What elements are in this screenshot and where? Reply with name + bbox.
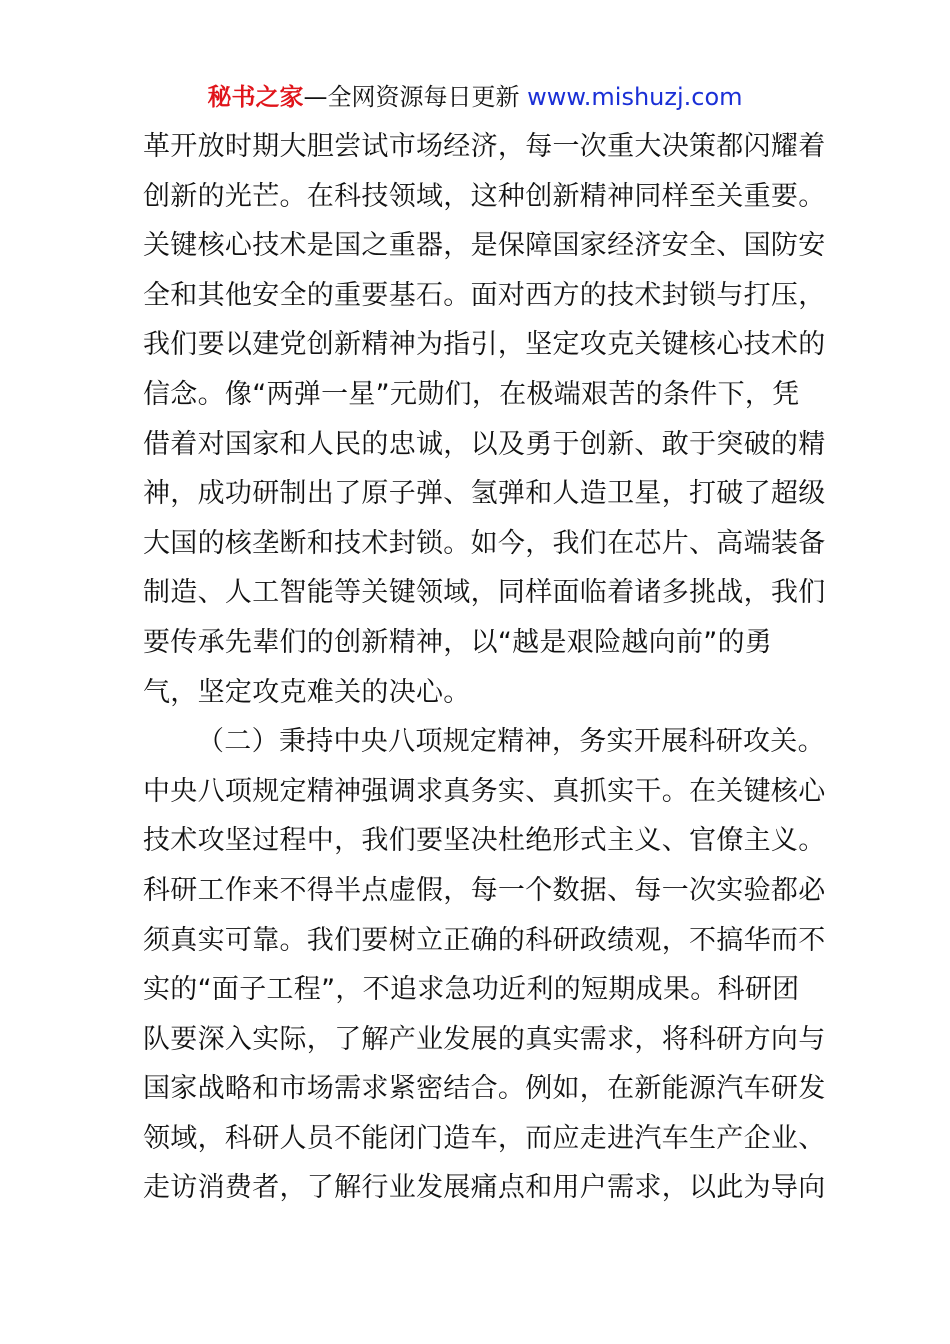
text-line: 借着对国家和人民的忠诚，以及勇于创新、敢于突破的精 bbox=[143, 428, 826, 460]
text-line: 制造、人工智能等关键领域，同样面临着诸多挑战，我们 bbox=[143, 577, 826, 609]
text-line: 技术攻坚过程中，我们要坚决杜绝形式主义、官僚主义。 bbox=[143, 825, 826, 857]
text-line: 全和其他安全的重要基石。面对西方的技术封锁与打压， bbox=[143, 279, 826, 311]
text-line: 神，成功研制出了原子弹、氢弹和人造卫星，打破了超级 bbox=[143, 478, 826, 510]
site-header bbox=[0, 80, 950, 114]
text-line: 须真实可靠。我们要树立正确的科研政绩观，不搞华而不 bbox=[143, 924, 826, 956]
text-line: 实的“面子工程”，不追求急功近利的短期成果。科研团 bbox=[143, 974, 800, 1006]
text-line: 中央八项规定精神强调求真务实、真抓实干。在关键核心 bbox=[143, 775, 826, 807]
text-line: 信念。像“两弹一星”元勋们，在极端艰苦的条件下，凭 bbox=[143, 378, 800, 410]
text-line: 国家战略和市场需求紧密结合。例如，在新能源汽车研发 bbox=[143, 1073, 826, 1105]
site-brand: 秘书之家 bbox=[207, 83, 304, 111]
text-line: 革开放时期大胆尝试市场经济，每一次重大决策都闪耀着 bbox=[143, 131, 826, 162]
text-line: 气，坚定攻克难关的决心。 bbox=[143, 676, 471, 708]
section-heading: （二）秉持中央八项规定精神，务实开展科研攻关。 bbox=[197, 726, 825, 758]
text-line: 大国的核垄断和技术封锁。如今，我们在芯片、高端装备 bbox=[143, 527, 826, 559]
text-line: 创新的光芒。在科技领域，这种创新精神同样至关重要。 bbox=[143, 180, 826, 212]
document-body bbox=[143, 122, 826, 1213]
text-line: 领域，科研人员不能闭门造车，而应走进汽车生产企业、 bbox=[143, 1122, 826, 1154]
text-line: 队要深入实际，了解产业发展的真实需求，将科研方向与 bbox=[143, 1023, 826, 1055]
text-line: 走访消费者，了解行业发展痛点和用户需求，以此为导向 bbox=[143, 1172, 826, 1204]
site-url-link[interactable]: www.mishuzj.com bbox=[527, 83, 743, 111]
text-line: 关键核心技术是国之重器，是保障国家经济安全、国防安 bbox=[143, 230, 826, 262]
text-line: 科研工作来不得半点虚假，每一个数据、每一次实验都必 bbox=[143, 874, 826, 906]
site-tagline: —全网资源每日更新 bbox=[303, 83, 528, 111]
text-line: 要传承先辈们的创新精神，以“越是艰险越向前”的勇 bbox=[143, 626, 773, 658]
text-line: 我们要以建党创新精神为指引，坚定攻克关键核心技术的 bbox=[143, 329, 826, 361]
